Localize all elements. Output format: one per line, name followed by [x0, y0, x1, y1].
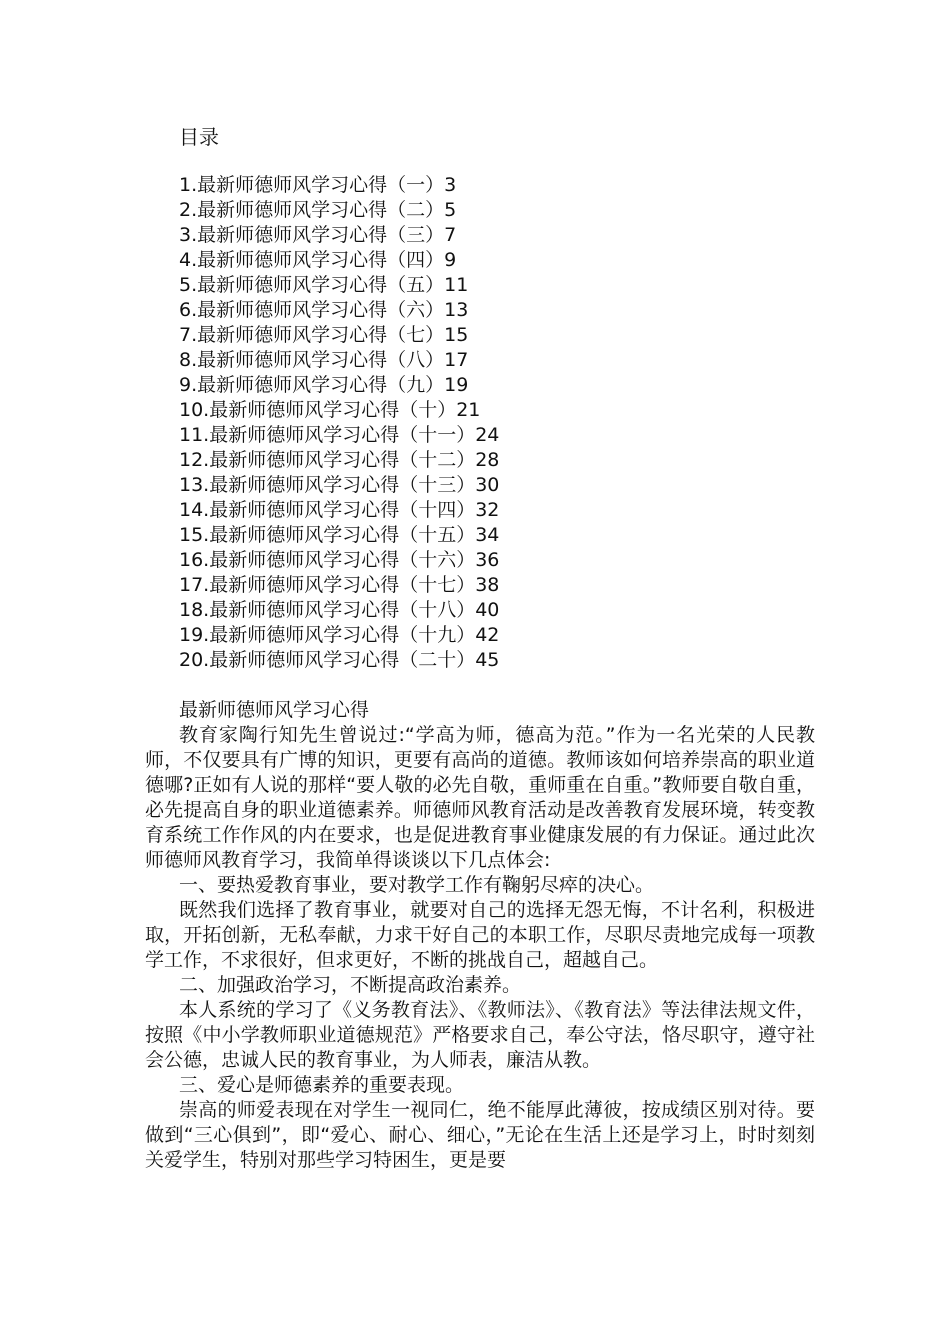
paragraph: 崇高的师爱表现在对学生一视同仁，绝不能厚此薄彼，按成绩区别对待。要做到“三心俱到”，即“爱心、耐心、细心，”无论在生活上还是学习上，时时刻刻关爱学生，特别对那些学习特困生，更是要 [145, 1099, 815, 1171]
toc-item: 12.最新师德师风学习心得（十二）28 [179, 449, 500, 471]
toc-item: 5.最新师德师风学习心得（五）11 [179, 274, 469, 296]
paragraph: 本人系统的学习了《义务教育法》、《教师法》、《教育法》等法律法规文件，按照《中小学教师职业道德规范》严格要求自己，奉公守法，恪尽职守，遵守社会公德，忠诚人民的教育事业，为人师表，廉洁从教。 [145, 999, 815, 1071]
section-point: 二、加强政治学习，不断提高政治素养。 [179, 974, 522, 996]
toc-item: 9.最新师德师风学习心得（九）19 [179, 374, 469, 396]
toc-item: 16.最新师德师风学习心得（十六）36 [179, 549, 500, 571]
toc-item: 17.最新师德师风学习心得（十七）38 [179, 574, 500, 596]
article-heading: 最新师德师风学习心得 [179, 699, 370, 721]
toc-item: 18.最新师德师风学习心得（十八）40 [179, 599, 500, 621]
article-body [145, 698, 815, 1173]
table-of-contents [179, 173, 499, 673]
paragraph: 教育家陶行知先生曾说过:“学高为师，德高为范。”作为一名光荣的人民教师，不仅要具有广博的知识，更要有高尚的道德。教师该如何培养崇高的职业道德哪?正如有人说的那样“要人敬的必先自敬，重师重在自重。”教师要自敬自重，必先提高自身的职业道德素养。师德师风教育活动是改善教育发展环境，转变教育系统工作作风的内在要求，也是促进教育事业健康发展的有力保证。通过此次师德师风教育学习，我简单得谈谈以下几点体会: [145, 724, 815, 871]
paragraph: 既然我们选择了教育事业，就要对自己的选择无怨无悔，不计名利，积极进取，开拓创新，无私奉献，力求干好自己的本职工作，尽职尽责地完成每一项教学工作，不求很好，但求更好，不断的挑战自己，超越自己。 [145, 899, 815, 971]
section-point: 一、要热爱教育事业，要对教学工作有鞠躬尽瘁的决心。 [179, 874, 655, 896]
section-point: 三、爱心是师德素养的重要表现。 [179, 1074, 465, 1096]
toc-item: 19.最新师德师风学习心得（十九）42 [179, 624, 500, 646]
toc-item: 2.最新师德师风学习心得（二）5 [179, 199, 457, 221]
toc-title: 目录 [179, 125, 219, 149]
toc-item: 13.最新师德师风学习心得（十三）30 [179, 474, 500, 496]
toc-item: 15.最新师德师风学习心得（十五）34 [179, 524, 500, 546]
toc-item: 4.最新师德师风学习心得（四）9 [179, 249, 457, 271]
toc-item: 10.最新师德师风学习心得（十）21 [179, 399, 481, 421]
toc-item: 6.最新师德师风学习心得（六）13 [179, 299, 469, 321]
toc-item: 7.最新师德师风学习心得（七）15 [179, 324, 469, 346]
toc-item: 8.最新师德师风学习心得（八）17 [179, 349, 469, 371]
toc-item: 14.最新师德师风学习心得（十四）32 [179, 499, 500, 521]
toc-item: 1.最新师德师风学习心得（一）3 [179, 174, 457, 196]
toc-item: 20.最新师德师风学习心得（二十）45 [179, 649, 500, 671]
toc-item: 11.最新师德师风学习心得（十一）24 [179, 424, 500, 446]
toc-item: 3.最新师德师风学习心得（三）7 [179, 224, 457, 246]
